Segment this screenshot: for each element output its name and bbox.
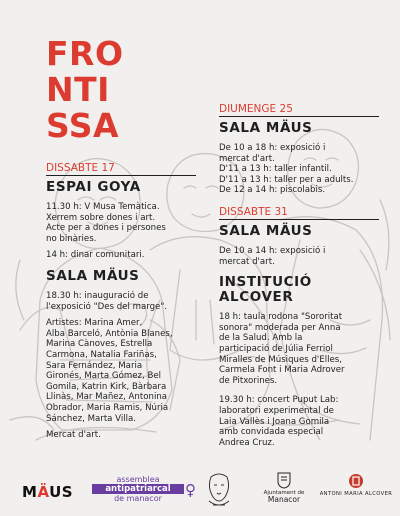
event-line: Sánchez, Marta Villa. xyxy=(46,413,137,424)
event-line: mercat d'art. xyxy=(219,256,275,267)
event-line: Carmona, Natalia Fariñas, xyxy=(46,349,157,360)
ajuntament-logo xyxy=(254,472,314,504)
artists-list xyxy=(46,318,196,424)
event-line: Llinàs, Mar Mañez, Antonina xyxy=(46,392,168,403)
poster-title xyxy=(46,36,124,144)
ajuntament-line: Ajuntament de xyxy=(263,490,305,496)
ajuntament-line: Manacor xyxy=(267,495,301,504)
assemblea-logo xyxy=(92,475,196,503)
event-line: Artistes: Marina Amer, xyxy=(46,318,143,329)
event-line: Sara Fernández, Maria xyxy=(46,360,143,371)
event-text: 14 h: dinar comunitari. xyxy=(46,250,145,261)
event-line: De 12 a 14 h: piscolabis. xyxy=(219,185,326,196)
event-line: De 10 a 14 h: exposició i xyxy=(219,245,326,256)
event-line: 19.30 h: concert Puput Lab: xyxy=(219,395,339,406)
event-line: D'11 a 13 h: taller per a adults. xyxy=(219,174,354,185)
event-line: participació de Júlia Ferriol xyxy=(219,343,333,354)
face-sketch-icon xyxy=(205,471,233,509)
event-line: De 10 a 18 h: exposició i xyxy=(219,143,326,153)
venue-heading: SALA MÄUS xyxy=(46,267,140,284)
event-line: amb convidada especial xyxy=(219,427,324,438)
venue-heading: SALA MÄUS xyxy=(219,120,313,136)
assemblea-line: antipatriarcal xyxy=(92,484,184,494)
event-line: D'11 a 13 h: taller infantil. xyxy=(219,164,332,175)
venue-heading xyxy=(219,275,379,305)
event-text: Mercat d'art. xyxy=(46,430,101,441)
maus-logo: MÄUS xyxy=(22,483,74,501)
event-line: Obrador, Maria Ramis, Núria xyxy=(46,402,169,413)
coat-of-arms-icon xyxy=(277,472,291,489)
assemblea-line: assemblea xyxy=(116,475,160,484)
event-line: 11.30 h: V Musa Temàtica. xyxy=(46,202,160,212)
event-line: Alba Barceló, Antònia Blanes, xyxy=(46,328,173,339)
event-line: 18 h: taula rodona "Sororitat xyxy=(219,312,343,323)
event-line: Andrea Cruz. xyxy=(219,437,275,448)
event-line: l'exposició "Des del marge". xyxy=(46,301,168,312)
venue-heading: ESPAI GOYA xyxy=(46,179,141,195)
venue-line: ALCOVER xyxy=(219,289,294,306)
right-column xyxy=(219,103,379,454)
venue-line: INSTITUCIÓ xyxy=(219,274,312,291)
assemblea-line: de manacor xyxy=(114,494,162,503)
event-line: no binàries. xyxy=(46,233,97,244)
title-line: NTI xyxy=(46,70,110,109)
event-line: Gomila, Katrin Kirk, Bàrbara xyxy=(46,381,167,392)
event-line: de Pitxorines. xyxy=(219,375,278,386)
event-line: Gironés, Marta Gómez, Bel xyxy=(46,371,162,382)
alcover-logo xyxy=(316,473,396,497)
event-line: 18.30 h: inauguració de xyxy=(46,290,149,301)
event-line: Carmela Font i Maria Adrover xyxy=(219,365,345,376)
event-line: Laia Vallès i Joana Gomila xyxy=(219,416,330,427)
event-line: Miralles de Músiques d'Elles, xyxy=(219,354,342,365)
female-symbol-icon: ♀ xyxy=(185,481,196,499)
event-line: Xerrem sobre dones i art. xyxy=(46,212,156,223)
event-text xyxy=(219,312,379,386)
left-column xyxy=(46,162,196,447)
event-line: mercat d'art. xyxy=(219,153,275,164)
event-line: laboratori experimental de xyxy=(219,405,334,416)
event-text xyxy=(46,202,196,244)
day-heading: DISSABTE 17 xyxy=(46,162,196,176)
day-heading: DISSABTE 31 xyxy=(219,206,379,220)
title-line: FRO xyxy=(46,34,124,73)
event-line: de la Salud. Amb la xyxy=(219,333,303,344)
event-text xyxy=(46,291,196,312)
sponsor-footer xyxy=(0,462,400,516)
venue-heading: SALA MÄUS xyxy=(219,222,313,239)
day-heading: DIUMENGE 25 xyxy=(219,103,379,117)
red-seal-icon xyxy=(348,473,364,489)
event-line: Acte per a dones i persones xyxy=(46,223,166,234)
event-text xyxy=(219,395,379,448)
event-line: Marina Cànoves, Estrella xyxy=(46,339,153,350)
event-text xyxy=(219,246,379,267)
alcover-text: ANTONI MARIA ALCOVER xyxy=(319,491,393,497)
event-text xyxy=(219,143,379,196)
title-line: SSA xyxy=(46,106,120,145)
event-line: sonora" moderada per Anna xyxy=(219,322,341,333)
